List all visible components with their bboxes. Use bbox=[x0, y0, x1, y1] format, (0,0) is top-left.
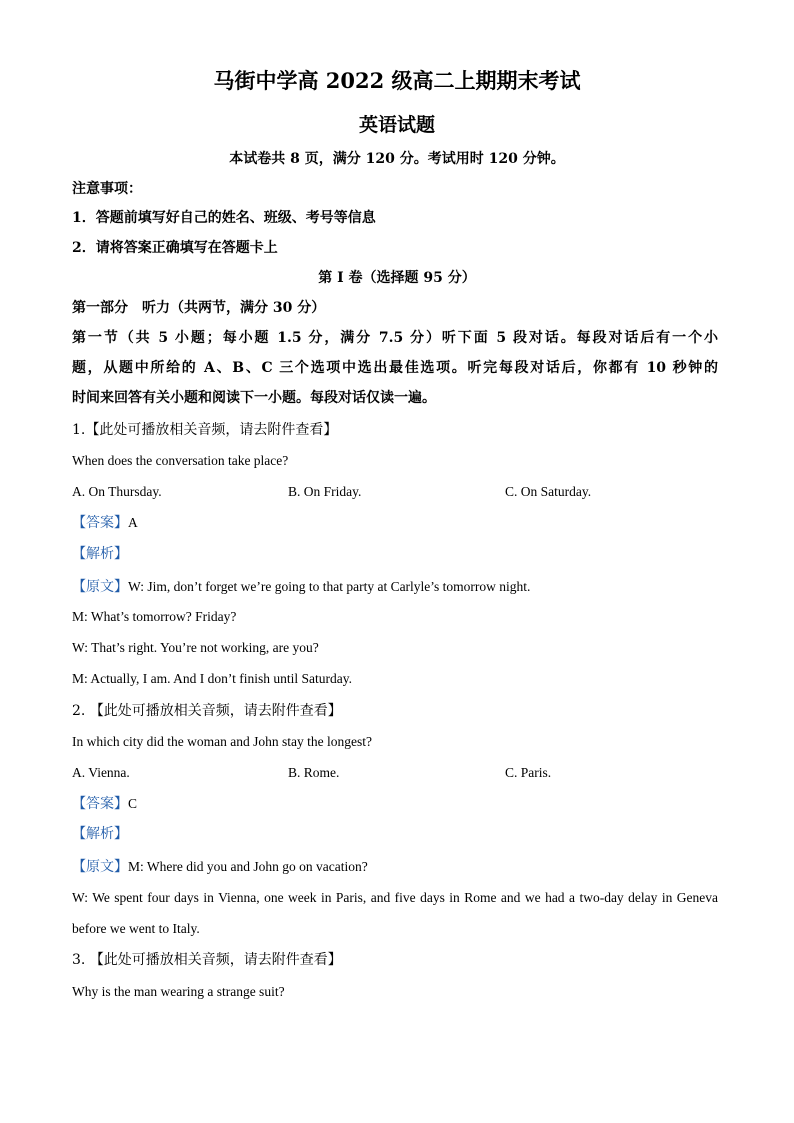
answer-label: 【答案】 bbox=[72, 796, 128, 812]
audio-placeholder-2[interactable]: 2. 【此处可播放相关音频，请去附件查看】 bbox=[72, 703, 342, 719]
audio-placeholder-1[interactable]: 1.【此处可播放相关音频，请去附件查看】 bbox=[72, 422, 338, 438]
transcript-label: 【原文】 bbox=[72, 859, 128, 875]
answer-value: A bbox=[128, 515, 138, 530]
instructions-line: 时间来回答有关小题和阅读下一小题。每段对话仅读一遍。 bbox=[72, 390, 436, 406]
exam-info: 本试卷共 8 页，满分 120 分。考试用时 120 分钟。 bbox=[229, 151, 565, 167]
instructions-line: 第一节（共 5 小题；每小题 1.5 分，满分 7.5 分）听下面 5 段对话。每段对话后有一个小 bbox=[72, 330, 718, 346]
question-2-answer bbox=[72, 796, 137, 812]
notes-item: 2．请将答案正确填写在答题卡上 bbox=[72, 240, 278, 256]
question-2-text: In which city did the woman and John stay the longest? bbox=[72, 734, 372, 749]
answer-value: C bbox=[128, 796, 138, 811]
transcript-line: W: We spent four days in Vienna, one week in Paris, and five days in Rome and we had a two-day delay in Geneva bbox=[72, 890, 718, 905]
question-1-option-a: A. On Thursday. bbox=[72, 484, 162, 499]
subject-title: 英语试题 bbox=[358, 114, 435, 136]
answer-label: 【答案】 bbox=[72, 515, 128, 531]
analysis-label: 【解析】 bbox=[72, 546, 128, 562]
volume-heading: 第 I 卷（选择题 95 分） bbox=[318, 270, 476, 286]
question-3-text: Why is the man wearing a strange suit? bbox=[72, 984, 285, 999]
question-1-option-b: B. On Friday. bbox=[288, 484, 362, 499]
transcript-line: 【原文】M: Where did you and John go on vacation? bbox=[72, 859, 368, 875]
exam-title: 马街中学高 2022 级高二上期期末考试 bbox=[213, 68, 581, 93]
transcript-line: M: Actually, I am. And I don’t finish until Saturday. bbox=[72, 671, 352, 686]
transcript-line: 【原文】W: Jim, don’t forget we’re going to that party at Carlyle’s tomorrow night. bbox=[72, 579, 531, 595]
transcript-line: before we went to Italy. bbox=[72, 921, 200, 936]
transcript-label: 【原文】 bbox=[72, 579, 128, 595]
notes-heading: 注意事项： bbox=[72, 181, 142, 197]
question-1-answer bbox=[72, 515, 138, 531]
audio-placeholder-3[interactable]: 3. 【此处可播放相关音频，请去附件查看】 bbox=[72, 952, 342, 968]
question-2-option-a: A. Vienna. bbox=[72, 765, 130, 780]
transcript-line: M: What’s tomorrow? Friday? bbox=[72, 609, 237, 624]
part-heading: 第一部分 听力（共两节，满分 30 分） bbox=[72, 300, 326, 316]
question-1-text: When does the conversation take place? bbox=[72, 453, 289, 468]
notes-item: 1．答题前填写好自己的姓名、班级、考号等信息 bbox=[72, 210, 376, 226]
question-1-option-c: C. On Saturday. bbox=[505, 484, 592, 499]
analysis-label: 【解析】 bbox=[72, 826, 128, 842]
transcript-line: W: That’s right. You’re not working, are you? bbox=[72, 640, 319, 655]
question-2-option-c: C. Paris. bbox=[505, 765, 552, 780]
instructions-line: 题，从题中所给的 A、B、C 三个选项中选出最佳选项。听完每段对话后，你都有 10 秒钟的 bbox=[72, 360, 718, 376]
question-2-option-b: B. Rome. bbox=[288, 765, 340, 780]
